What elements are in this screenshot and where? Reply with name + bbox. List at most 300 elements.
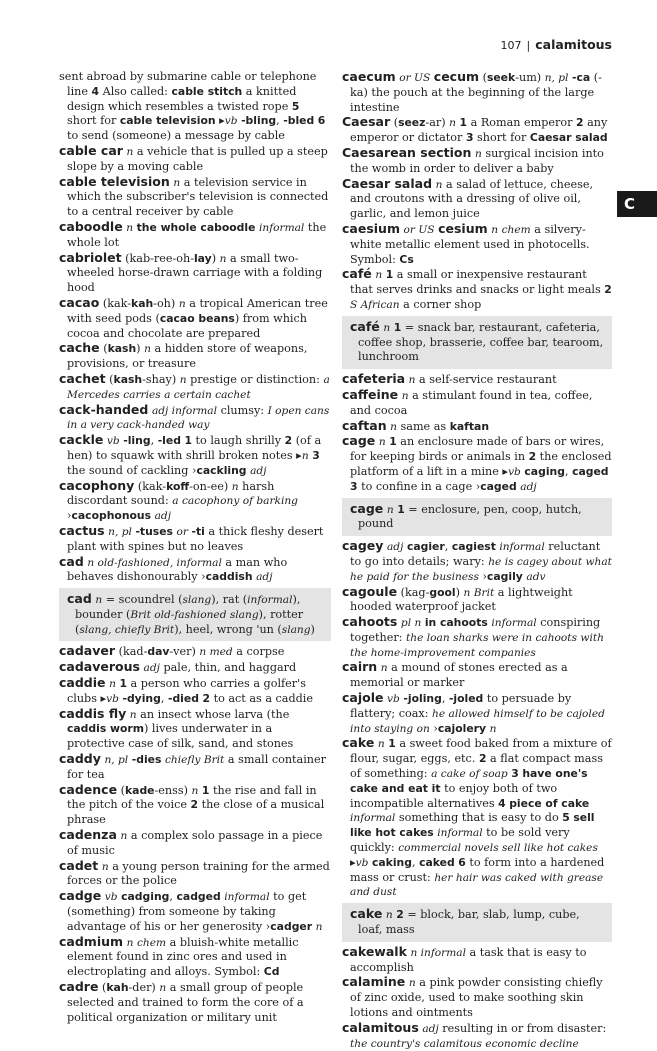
bold-text: lay [193, 251, 212, 265]
headword: cakewalk [342, 943, 407, 959]
bold-text: piece of cake [509, 796, 590, 810]
text: ) from which cocoa and chocolate are prepared [67, 311, 307, 340]
bold-text: cadging [121, 890, 170, 904]
dictionary-entry [59, 341, 331, 372]
text: (kak- [99, 296, 132, 310]
dictionary-entry [59, 555, 331, 586]
text: -on-ee) [189, 479, 232, 493]
text: a pink powder consisting chiefly of zinc oxide, used to make soothing skin lotions and ointments [350, 976, 603, 1020]
headword: cack-handed [59, 401, 149, 417]
dictionary-entry [342, 585, 612, 616]
bold-text: caged [572, 464, 609, 478]
italic-label: vb [387, 693, 400, 706]
synonym-box [342, 903, 612, 942]
bold-text: Cs [399, 252, 414, 266]
text: a stimulant found in tea, coffee, and cocoa [350, 388, 593, 417]
dictionary-entry [59, 980, 331, 1025]
bold-text: 1 [459, 116, 468, 130]
bold-text: have one's cake and eat it [350, 767, 588, 795]
bold-text: -died [167, 691, 199, 705]
italic-label: adj [154, 510, 171, 523]
dictionary-entry [59, 524, 331, 555]
bold-text: 3 [511, 767, 519, 781]
text: = enclosure, pen, coop, hutch, pound [358, 502, 582, 531]
bold-text: caging [524, 464, 565, 478]
dictionary-entry [342, 222, 612, 267]
text: a self-service restaurant [415, 373, 557, 387]
italic-label: n [120, 830, 128, 843]
italic-label: n [219, 252, 227, 265]
text: (-ka) the pouch at the beginning of the large intestine [350, 71, 602, 114]
italic-label: adv [526, 570, 546, 583]
bold-text: 6 [458, 855, 466, 869]
text: conspiring together: [350, 616, 601, 644]
italic-label: n [408, 374, 416, 387]
text: , [150, 434, 158, 448]
text: a small or inexpensive restaurant that serves drinks and snacks or light meals [350, 268, 605, 297]
bold-text: -ca [572, 71, 591, 84]
italic-label: adj informal [151, 404, 218, 417]
headword: cackle [59, 432, 104, 448]
dictionary-entry [59, 707, 331, 752]
headword: cake [342, 735, 375, 751]
bold-text: 1 [201, 783, 210, 797]
headword: Caesar [342, 114, 391, 130]
bold-text: 2 [478, 752, 487, 766]
text: a television service in which the subscriber's television is connected to a central receiver by cable [67, 175, 329, 219]
bold-text: caddis worm [67, 722, 144, 736]
headword: cadet [59, 857, 99, 873]
text: (kag- [397, 585, 430, 599]
bold-text: kash [113, 372, 143, 386]
bold-text: kah [131, 296, 154, 310]
bold-text: kah [106, 981, 129, 995]
italic-label: adj [250, 464, 267, 477]
text: a corpse [232, 645, 285, 659]
text: -ar) [425, 116, 450, 130]
bold-text: Cd [263, 965, 280, 979]
italic-label: or [176, 525, 188, 538]
header-separator: | [526, 39, 531, 52]
text: ), rat ( [211, 593, 248, 607]
headword: cadaverous [59, 659, 140, 675]
text: same as [396, 419, 450, 433]
italic-label: adj [422, 1022, 439, 1035]
text: the close of a musical phrase [67, 798, 325, 827]
bold-text: -bled [283, 114, 315, 128]
headword: caecum [342, 69, 396, 84]
text: a task that is easy to accomplish [350, 945, 587, 974]
bold-text: sell like hot cakes [350, 811, 595, 840]
bold-text: 4 [91, 84, 100, 98]
dictionary-entry [342, 177, 612, 222]
dictionary-entry [342, 975, 612, 1020]
bold-text: 5 [291, 99, 300, 113]
bold-text: the whole caboodle [136, 220, 256, 234]
italic-label: he is cagey about what he paid for the business [350, 555, 612, 583]
headword: cage [350, 500, 384, 516]
bold-text: 2 [396, 908, 404, 922]
dictionary-entry [59, 372, 331, 403]
headword: cesium [438, 220, 488, 236]
italic-label: S African [350, 298, 400, 311]
dictionary-entry [342, 267, 612, 312]
headword: cache [59, 340, 100, 356]
dictionary-entry [59, 935, 331, 980]
headword: calamine [342, 974, 406, 990]
text: › [478, 569, 487, 583]
text: (kak- [134, 479, 167, 493]
text: a silvery-white metallic element used in photocells. Symbol: [350, 222, 590, 266]
italic-label: the country's calamitous economic decline [350, 1037, 579, 1050]
headword: calamitous [342, 1019, 419, 1035]
italic-label: informal [491, 617, 537, 630]
italic-label: n [375, 269, 383, 282]
headword: cadenza [59, 827, 117, 843]
bold-text: kash [107, 342, 137, 356]
text: to persuade by flattery; coax: [350, 692, 572, 720]
italic-label: n [173, 176, 181, 189]
text: ( [117, 783, 125, 797]
bold-text: Caesar salad [529, 131, 608, 145]
italic-label: n [383, 321, 391, 334]
italic-label: vb [106, 692, 119, 705]
italic-label: her hair was caked with grease and dust [350, 871, 604, 899]
bold-text: caked [419, 855, 455, 869]
headword: caddie [59, 675, 106, 691]
text: -oh) [153, 296, 179, 310]
text: reluctant to go into details; wary: [350, 540, 601, 568]
dictionary-entry [59, 752, 331, 783]
text: pale, thin, and haggard [159, 661, 297, 675]
headword: cable television [59, 173, 170, 189]
headword: cad [59, 553, 84, 569]
italic-label: n [474, 147, 482, 160]
text: a corner shop [399, 297, 482, 311]
italic-label: or US [403, 223, 435, 236]
headword: caffeine [342, 386, 399, 402]
dictionary-entry [59, 251, 331, 296]
headword: cagey [342, 538, 384, 554]
bold-text: 1 [119, 677, 127, 691]
dictionary-entry [342, 1021, 612, 1051]
italic-label: n [129, 708, 137, 721]
text: a complex solo passage in a piece of music [67, 829, 323, 857]
synonym-box [59, 588, 331, 641]
text: -der) [128, 981, 160, 995]
bold-text: -tuses [135, 524, 173, 538]
letter-tab: C [617, 191, 657, 217]
headword: caddis fly [59, 705, 127, 721]
headword: cacao [59, 294, 100, 310]
bold-text: 3 [312, 448, 320, 462]
text: to send (someone) a message by cable [67, 129, 285, 143]
italic-label: n [377, 738, 385, 751]
text: -shay) [142, 372, 180, 386]
dictionary-entry [342, 388, 612, 419]
dictionary-entry [342, 736, 612, 900]
text: a man who behaves dishonourably › [67, 555, 288, 584]
headword: cajole [342, 690, 384, 706]
bold-text: -dying [122, 691, 161, 705]
headword: cable car [59, 142, 123, 158]
italic-label: n, pl [104, 754, 129, 767]
text: a tropical American tree with seed pods ( [67, 296, 328, 325]
bold-text: -ling [123, 434, 151, 448]
text: ) [310, 622, 315, 636]
bold-text: -bling [241, 114, 277, 128]
text: , [169, 890, 177, 904]
text: , [160, 691, 168, 705]
text: ), rotter ( [75, 607, 304, 636]
italic-label: n [449, 117, 456, 130]
dictionary-entry [59, 644, 331, 660]
text: a small two-wheeled horse-drawn carriage with a folding hood [67, 251, 323, 295]
italic-label: informal [499, 541, 545, 554]
headword: cad [67, 591, 92, 607]
headword: cabriolet [59, 249, 122, 265]
italic-label: n, pl [544, 72, 569, 84]
italic-label: n [178, 297, 186, 310]
text: ▸ [350, 855, 356, 869]
dictionary-entry [342, 615, 612, 660]
bold-text: 6 [317, 114, 326, 128]
bold-text: 1 [385, 268, 394, 282]
headword: cacophony [59, 477, 135, 493]
italic-label: n [301, 449, 309, 462]
italic-label: n [126, 221, 134, 234]
text: a mound of stones erected as a memorial or marker [350, 661, 568, 690]
italic-label: slang, chiefly Brit [79, 623, 175, 636]
headword: cadge [59, 888, 102, 904]
bold-text: caddish [205, 570, 253, 584]
bold-text: 2 [202, 691, 211, 705]
text: ) lives underwater in a protective case of silk, sand, and stones [67, 722, 294, 751]
text: to get (something) from someone by taking advantage of his or her generosity › [67, 890, 307, 933]
italic-label: n [408, 977, 416, 990]
guide-word: calamitous [535, 37, 612, 52]
text: the sound of cackling › [67, 463, 197, 477]
italic-label: adj [256, 571, 273, 584]
text: the enclosed platform of a lift in a mine ▸ [350, 450, 612, 478]
dictionary-entry [342, 146, 612, 177]
bold-text: koff [166, 479, 190, 493]
dictionary-entry [59, 175, 331, 220]
dictionary-entry [59, 403, 331, 434]
italic-label: vb [355, 856, 369, 869]
text: a bluish-white metallic element found in zinc ores and used in electroplating and alloys. Symbol: [67, 935, 299, 979]
text: the rise and fall in the pitch of the voice [67, 783, 317, 812]
italic-label: n med [199, 646, 233, 659]
headword: cafeteria [342, 371, 406, 387]
text: to be sold very quickly: [350, 826, 570, 855]
italic-label: n [378, 436, 386, 449]
italic-label: n [435, 178, 443, 191]
bold-text: cacophonous [71, 509, 152, 523]
italic-label: a cacophony of barking [172, 495, 298, 508]
synonym-box [342, 498, 612, 537]
text: ▸ [215, 114, 225, 128]
headword: cecum [433, 69, 480, 84]
text: › [67, 509, 72, 523]
text: harsh discordant sound: [67, 479, 275, 508]
dictionary-entry [342, 539, 612, 584]
text: , [564, 464, 573, 478]
text: to enjoy both of two incompatible alternatives [350, 781, 558, 810]
text: to act as a caddie [210, 691, 313, 705]
dictionary-entry [59, 220, 331, 251]
italic-label: chem [136, 936, 167, 949]
text: ( [105, 372, 114, 386]
text: (kad- [115, 645, 148, 659]
text: , [444, 540, 452, 554]
italic-label: a cake of soap [431, 768, 508, 781]
headword: Caesarean section [342, 144, 472, 160]
text: a person who carries a golfer's clubs ▸ [67, 677, 306, 705]
italic-label: informal [259, 221, 305, 234]
text: ) [455, 585, 464, 599]
italic-label: n [109, 678, 116, 691]
text: to confine in a cage › [357, 479, 481, 493]
bold-text: caged [480, 479, 517, 493]
dictionary-entry [59, 889, 331, 934]
dictionary-entry [59, 676, 331, 707]
dictionary-entry [59, 144, 331, 175]
italic-label: vb [106, 435, 120, 448]
bold-text: -joled [448, 692, 484, 706]
bold-text: 2 [190, 798, 199, 812]
bold-text: 4 [498, 796, 506, 810]
italic-label: informal [437, 827, 483, 840]
text: sent abroad by submarine cable or telephone line [59, 70, 317, 98]
dictionary-entry [59, 783, 331, 828]
italic-label: adj [520, 480, 537, 493]
italic-label: informal [247, 594, 293, 607]
text: a small group of people selected and trained to form the core of a political organization or military unit [67, 981, 304, 1024]
bold-text: -dies [131, 753, 162, 767]
text: -um) [515, 71, 545, 84]
italic-label: he allowed himself to be cajoled into staying on [350, 707, 605, 735]
dictionary-entry [342, 70, 612, 115]
dictionary-entry [342, 660, 612, 691]
text: = snack bar, restaurant, cafeteria, coffee shop, brasserie, coffee bar, tearoom, lunchroom [358, 320, 604, 364]
dictionary-entry [342, 372, 612, 388]
text: an insect whose larva (the [136, 707, 290, 721]
italic-label: chem [501, 223, 531, 236]
italic-label: n [380, 662, 388, 675]
text: short for [473, 131, 530, 145]
text: the whole lot [67, 220, 327, 249]
bold-text: -joling [403, 692, 442, 706]
headword: cagoule [342, 583, 398, 599]
italic-label: n [159, 982, 167, 995]
italic-label: n old-fashioned, informal [87, 556, 222, 569]
bold-text: 1 [397, 502, 405, 516]
text: something that is easy to do [395, 811, 563, 825]
bold-text: seek [486, 71, 516, 84]
text: a Roman emperor [467, 116, 577, 130]
text: a sweet food baked from a mixture of flour, sugar, eggs, etc. [350, 737, 612, 766]
headword: caesium [342, 220, 400, 236]
italic-label: the loan sharks were in cahoots with the home-improvement companies [350, 631, 604, 659]
italic-label: vb [224, 115, 238, 128]
italic-label: n [126, 936, 134, 949]
headword: cadaver [59, 643, 116, 659]
text: = scoundrel ( [102, 593, 183, 607]
italic-label: n [315, 920, 323, 933]
left-column [59, 70, 331, 1025]
headword: cadence [59, 781, 118, 797]
text: a young person training for the armed forces or the police [67, 859, 330, 888]
headword: cachet [59, 370, 106, 386]
text: a salad of lettuce, cheese, and croutons with a dressing of olive oil, garlic, and lemon juice [350, 177, 594, 221]
bold-text: cadged [176, 890, 221, 904]
text: a knitted design which resembles a twisted rope [67, 84, 297, 113]
italic-label: adj [386, 541, 404, 554]
italic-label: slang [182, 594, 212, 607]
text: ( [479, 71, 487, 84]
italic-label: or US [399, 72, 431, 84]
headword: cage [342, 433, 376, 449]
headword: Caesar salad [342, 175, 433, 191]
dictionary-entry [59, 859, 331, 890]
bold-text: 1 [184, 434, 192, 448]
bold-text: in cahoots [424, 616, 488, 630]
text: prestige or distinction: [186, 372, 324, 386]
bold-text: cagier [406, 540, 445, 554]
bold-text: -led [157, 434, 181, 448]
dictionary-entry [59, 828, 331, 859]
bold-text: 2 [604, 283, 612, 297]
italic-label: pl n [400, 617, 422, 630]
bold-text: cadger [270, 919, 313, 933]
text: surgical incision into the womb in order to deliver a baby [350, 146, 604, 175]
headword: caftan [342, 417, 387, 433]
italic-label: n [385, 909, 393, 922]
text: a flat compact mass of something: [350, 752, 603, 781]
italic-label: chiefly Brit [164, 754, 225, 767]
italic-label: n [489, 722, 497, 735]
headword: café [342, 266, 372, 282]
text: a vehicle that is pulled up a steep slope by a moving cable [67, 144, 328, 173]
text: ( [390, 116, 399, 130]
dictionary-entry [59, 660, 331, 676]
bold-text: cajolery [437, 721, 487, 735]
bold-text: 2 [576, 116, 584, 130]
text: any emperor or dictator [350, 116, 608, 145]
headword: cairn [342, 659, 378, 675]
text: (kab-ree-oh- [121, 251, 194, 265]
italic-label: a Mercedes carries a certain cachet [67, 373, 330, 401]
headword: caddy [59, 751, 101, 767]
text: to form into a hardened mass or crust: [350, 855, 605, 884]
text: -enss) [154, 783, 192, 797]
italic-label: n [101, 860, 109, 873]
italic-label: n, pl [108, 525, 132, 538]
italic-label: adj [143, 662, 160, 675]
synonym-box [342, 316, 612, 369]
dictionary-entry [342, 419, 612, 435]
italic-label: n [191, 784, 199, 797]
bold-text: gool [429, 585, 456, 599]
text: ) [136, 342, 145, 356]
bold-text: cackling [196, 463, 247, 477]
italic-label: vb [508, 465, 521, 478]
bold-text: kaftan [449, 419, 490, 433]
headword: caboodle [59, 218, 123, 234]
text: › [429, 721, 438, 735]
text: to laugh shrilly [192, 434, 285, 448]
